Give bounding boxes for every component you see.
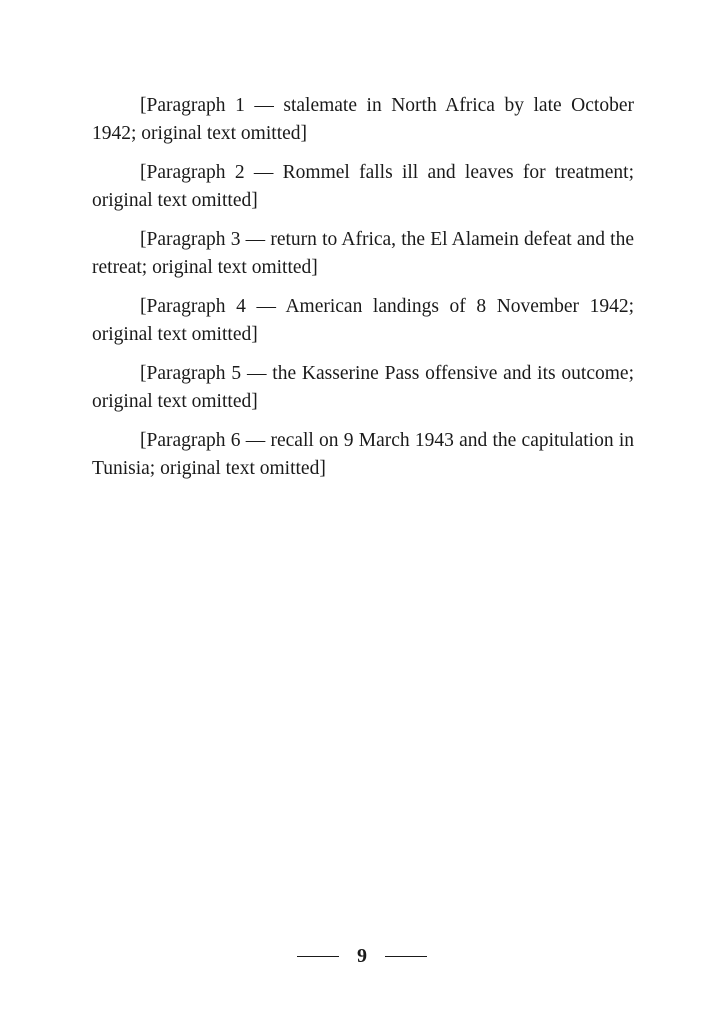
paragraph-2: [Paragraph 2 — Rommel falls ill and leaves for treatment; original text omitted]	[92, 162, 634, 211]
paragraph-6: [Paragraph 6 — recall on 9 March 1943 and the capitulation in Tunisia; original text omitted]	[92, 430, 634, 479]
footer-right-rule	[385, 956, 427, 957]
paragraph-1: [Paragraph 1 — stalemate in North Africa by late October 1942; original text omitted]	[92, 95, 634, 144]
page-number: 9	[357, 945, 367, 967]
paragraph-5: [Paragraph 5 — the Kasserine Pass offensive and its outcome; original text omitted]	[92, 363, 634, 412]
paragraph-3: [Paragraph 3 — return to Africa, the El Alamein defeat and the retreat; original text omitted]	[92, 229, 634, 278]
page-footer	[0, 944, 724, 968]
page-body	[92, 92, 634, 494]
paragraph-4: [Paragraph 4 — American landings of 8 November 1942; original text omitted]	[92, 296, 634, 345]
footer-left-rule	[297, 956, 339, 957]
